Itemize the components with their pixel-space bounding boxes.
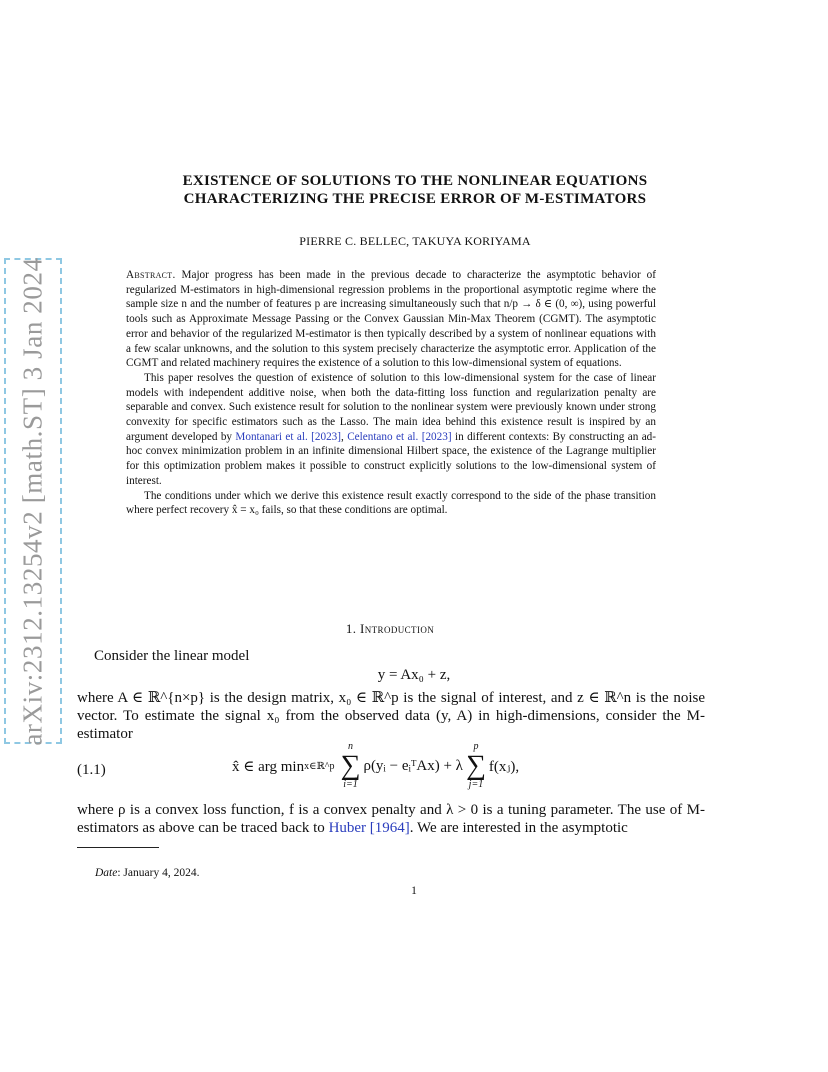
paper-title xyxy=(100,172,730,208)
sum2-bottom: j=1 xyxy=(468,779,484,790)
sigma-symbol-1: ∑ xyxy=(340,750,361,781)
section-heading-introduction: 1. Introduction xyxy=(345,621,435,636)
arxiv-stamp-text: arXiv:2312.13254v2 [math.ST] 3 Jan 2024 xyxy=(17,256,48,746)
eq-argmin-subscript: x∈ℝ^p xyxy=(304,760,335,772)
footnote-date xyxy=(95,867,199,879)
abstract-paragraph-2 xyxy=(126,371,656,489)
sum-over-j xyxy=(466,742,486,790)
linear-model-equation: y = Ax₀ + z, xyxy=(377,667,451,683)
footnote-rule xyxy=(77,847,159,848)
m-estimator-equation xyxy=(232,742,519,790)
sigma-symbol-2: ∑ xyxy=(465,750,486,781)
sum1-bottom: i=1 xyxy=(343,779,358,790)
footnote-label: Date xyxy=(95,867,118,879)
paragraph-m-estimators xyxy=(77,801,705,837)
page-number: 1 xyxy=(411,885,417,897)
para2-text-b: . We are interested in the asymptotic xyxy=(409,820,628,836)
abstract-p2-text-a: This paper resolves the question of existence of solution to this low-dimensional system for the case of linear models with independent additive noise, when both the data-fitting loss function and regularization penalty are separable and convex. Such existence result for solution to the nonlinear system were previously known under strong convexity for specific estimators such as the Lasso. The main idea behind this existence result is inspired by an argument developed by xyxy=(126,371,656,443)
footnote-text: : January 4, 2024. xyxy=(117,867,200,879)
citation-huber-link[interactable]: Huber [1964] xyxy=(328,820,410,836)
sum1-top: n xyxy=(347,741,353,752)
abstract-p2-text-b: , xyxy=(341,430,344,443)
title-line-1: EXISTENCE OF SOLUTIONS TO THE NONLINEAR EQUATIONS xyxy=(182,173,648,189)
abstract-p2-text-c: in different contexts: By constructing an ad-hoc convex minimization problem in an infinite dimensional Hilbert space, the existence of the Lagrange multiplier for this optimization problem makes it possible to construct explicitly solutions to the low-dimensional system of interest. xyxy=(126,430,656,487)
abstract-p1-text: Major progress has been made in the previous decade to characterize the asymptotic behavior of regularized M-estimators in high-dimensional regression problems in the proportional asymptotic regime where the sample size n and the number of features p are increasing simultaneously such that n/p → δ ∈ (0, ∞), using powerful tools such as Approximate Message Passing or the Convex Gaussian Min-Max Theorem (CGMT). The asymptotic error and behavior of the regularized M-estimator is then typically described by a system of nonlinear equations with a few scalar unknowns, and the solution to this system precisely characterize the asymptotic error. Application of the CGMT and related machinery requires the existence of a solution to this low-dimensional system of equations. xyxy=(126,269,656,370)
abstract-paragraph-1 xyxy=(126,268,656,371)
abstract-label: Abstract. xyxy=(126,269,176,281)
para2-text-a: where ρ is a convex loss function, f is a convex penalty and λ > 0 is a tuning parameter. The use of M-estimators as above can be traced back to xyxy=(77,802,705,836)
eq-lhs: x̂ ∈ arg min xyxy=(232,758,305,775)
citation-celentano-link[interactable]: Celentano et al. [2023] xyxy=(347,430,452,443)
sum2-top: p xyxy=(473,741,479,752)
title-line-2: CHARACTERIZING THE PRECISE ERROR OF M-ESTIMATORS xyxy=(183,191,647,207)
authors: PIERRE C. BELLEC, TAKUYA KORIYAMA xyxy=(299,234,531,248)
sum-over-i xyxy=(340,742,360,790)
equation-label: (1.1) xyxy=(77,762,106,778)
eq-penalty-term: f(xⱼ), xyxy=(488,758,520,775)
intro-line: Consider the linear model xyxy=(94,648,250,664)
paragraph-design-matrix: where A ∈ ℝ^{n×p} is the design matrix, x₀ ∈ ℝ^p is the signal of interest, and z ∈ ℝ^n is the noise vector. To estimate the signal x₀ from the observed data (y, A) in high-dimensions, consider the M-estimator xyxy=(77,690,705,742)
eq-loss-term: ρ(yᵢ − eᵢᵀAx) + λ xyxy=(363,757,463,774)
abstract xyxy=(126,268,656,518)
abstract-paragraph-3: The conditions under which we derive this existence result exactly correspond to the side of the phase transition where perfect recovery x̂ = x₀ fails, so that these conditions are optimal. xyxy=(126,489,656,517)
citation-montanari-link[interactable]: Montanari et al. [2023] xyxy=(235,430,342,443)
